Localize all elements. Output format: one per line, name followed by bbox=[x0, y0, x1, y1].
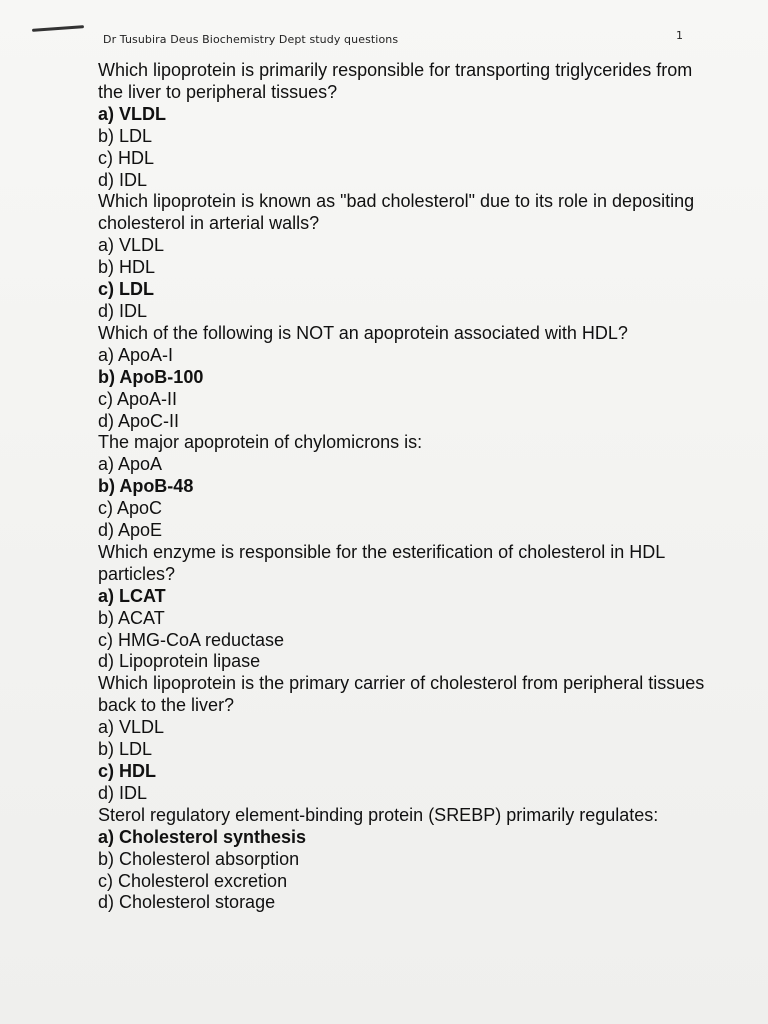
option-c: c) LDL bbox=[98, 279, 154, 300]
option-d: d) IDL bbox=[98, 782, 148, 803]
question-6 bbox=[98, 673, 718, 804]
question-text: The major apoprotein of chylomicrons is: bbox=[98, 432, 423, 453]
question-3 bbox=[98, 323, 718, 433]
option-b: b) Cholesterol absorption bbox=[98, 848, 300, 869]
option-d: d) Cholesterol storage bbox=[98, 892, 276, 913]
question-text: Which lipoprotein is known as "bad cholesterol" due to its role in depositing cholesterol in arterial walls? bbox=[98, 191, 695, 234]
option-a: a) VLDL bbox=[98, 103, 167, 124]
question-text: Which lipoprotein is primarily responsible for transporting triglycerides from the liver to peripheral tissues? bbox=[98, 60, 693, 102]
option-a: a) ApoA bbox=[98, 454, 163, 475]
option-b: b) ApoB-48 bbox=[98, 476, 194, 497]
option-b: b) ACAT bbox=[98, 607, 165, 628]
option-b: b) LDL bbox=[98, 739, 153, 760]
question-text: Sterol regulatory element-binding protein (SREBP) primarily regulates: bbox=[98, 804, 659, 825]
question-list bbox=[98, 60, 718, 914]
option-a: a) VLDL bbox=[98, 717, 165, 738]
option-d: d) IDL bbox=[98, 169, 148, 190]
option-c: c) ApoA-II bbox=[98, 388, 178, 409]
option-c: c) HDL bbox=[98, 147, 155, 168]
option-d: d) ApoC-II bbox=[98, 410, 180, 431]
question-text: Which enzyme is responsible for the esterification of cholesterol in HDL particles? bbox=[98, 541, 665, 584]
option-d: d) IDL bbox=[98, 300, 148, 321]
question-2 bbox=[98, 191, 718, 322]
option-a: a) VLDL bbox=[98, 235, 165, 256]
option-b: b) LDL bbox=[98, 125, 153, 146]
page-header: Dr Tusubira Deus Biochemistry Dept study questions bbox=[103, 33, 399, 46]
option-b: b) ApoB-100 bbox=[98, 366, 204, 387]
question-text: Which of the following is NOT an apoprotein associated with HDL? bbox=[98, 322, 628, 343]
question-5 bbox=[98, 542, 718, 673]
question-4 bbox=[98, 432, 718, 542]
option-d: d) ApoE bbox=[98, 520, 163, 541]
option-a: a) LCAT bbox=[98, 585, 166, 606]
question-7 bbox=[98, 805, 718, 915]
option-a: a) ApoA-I bbox=[98, 344, 174, 365]
option-d: d) Lipoprotein lipase bbox=[98, 651, 261, 672]
question-text: Which lipoprotein is the primary carrier of cholesterol from peripheral tissues back to the liver? bbox=[98, 673, 705, 716]
option-c: c) Cholesterol excretion bbox=[98, 870, 288, 891]
question-1 bbox=[98, 60, 718, 191]
option-a: a) Cholesterol synthesis bbox=[98, 826, 307, 847]
option-c: c) HDL bbox=[98, 761, 156, 781]
pen-mark bbox=[32, 25, 84, 32]
page-number: 1 bbox=[676, 29, 683, 42]
option-b: b) HDL bbox=[98, 257, 156, 278]
option-c: c) ApoC bbox=[98, 498, 163, 519]
option-c: c) HMG-CoA reductase bbox=[98, 629, 285, 650]
